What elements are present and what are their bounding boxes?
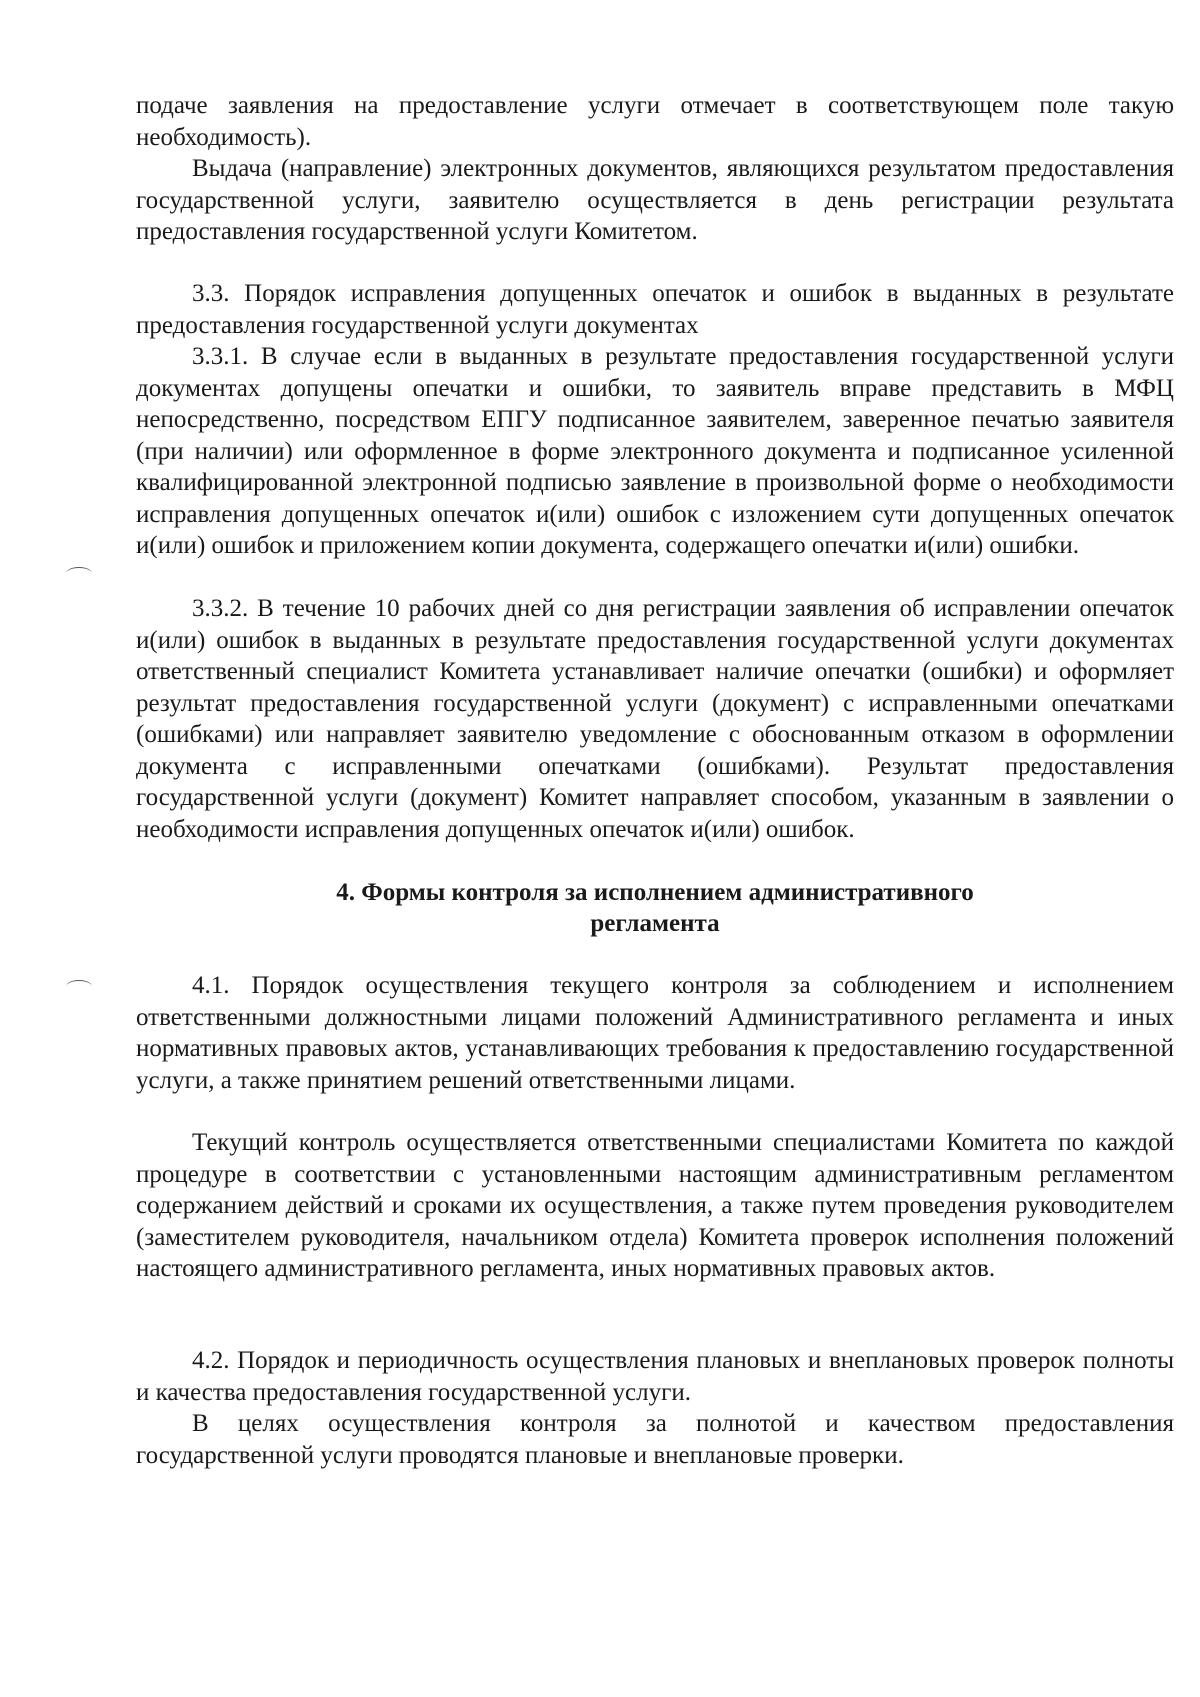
section-4-title-line2: регламента <box>590 910 720 937</box>
paragraph-electronic-documents: Выдача (направление) электронных документов, являющихся результатом предоставления государственной услуги, заявителю осуществляется в день регистрации результата предоставления государственной услуги Комитетом. <box>136 155 1174 245</box>
scan-artifact-mark <box>66 567 92 580</box>
section-4-title-line1: 4. Формы контроля за исполнением административного <box>336 879 974 906</box>
scan-artifact-mark <box>66 980 92 993</box>
paragraph-4-1: 4.1. Порядок осуществления текущего контроля за соблюдением и исполнением ответственными должностными лицами положений Административного регламента и иных нормативных правовых актов, устанавливающих требования к предоставлению государственной услуги, а также принятием решений ответственными лицами. <box>136 972 1174 1094</box>
paragraph-3-3-2: 3.3.2. В течение 10 рабочих дней со дня регистрации заявления об исправлении опечаток и(или) ошибок в выданных в результате предоставления государственной услуги документах ответственный специалист Комитета устанавливает наличие опечатки (ошибки) и оформляет результат предоставления государственной услуги (документ) с исправленными опечатками (ошибками) или направляет заявителю уведомление с обоснованным отказом в оформлении документа с исправленными опечатками (ошибками). Результат предоставления государственной услуги (документ) Комитет направляет способом, указанным в заявлении о необходимости исправления допущенных опечаток и(или) ошибок. <box>136 595 1174 843</box>
paragraph-continuation: подаче заявления на предоставление услуги отмечает в соответствующем поле такую необходимость). <box>136 92 1174 151</box>
subsection-3-3-heading: 3.3. Порядок исправления допущенных опечаток и ошибок в выданных в результате предоставления государственной услуги документах <box>136 280 1174 339</box>
paragraph-inspections: В целях осуществления контроля за полнотой и качеством предоставления государственной услуги проводятся плановые и внеплановые проверки. <box>136 1410 1174 1469</box>
paragraph-current-control: Текущий контроль осуществляется ответственными специалистами Комитета по каждой процедуре в соответствии с установленными настоящим административным регламентом содержанием действий и сроками их осуществления, а также путем проведения руководителем (заместителем руководителя, начальником отдела) Комитета проверок исполнения положений настоящего административного регламента, иных нормативных правовых актов. <box>136 1129 1174 1282</box>
paragraph-4-2: 4.2. Порядок и периодичность осуществления плановых и внеплановых проверок полноты и качества предоставления государственной услуги. <box>136 1347 1174 1406</box>
paragraph-3-3-1: 3.3.1. В случае если в выданных в результате предоставления государственной услуги документах допущены опечатки и ошибки, то заявитель вправе представить в МФЦ непосредственно, посредством ЕПГУ подписанное заявителем, заверенное печатью заявителя (при наличии) или оформленное в форме электронного документа и подписанное усиленной квалифицированной электронной подписью заявление в произвольной форме о необходимости исправления допущенных опечаток и(или) ошибок с изложением сути допущенных опечаток и(или) ошибок и приложением копии документа, содержащего опечатки и(или) ошибки. <box>136 343 1174 559</box>
